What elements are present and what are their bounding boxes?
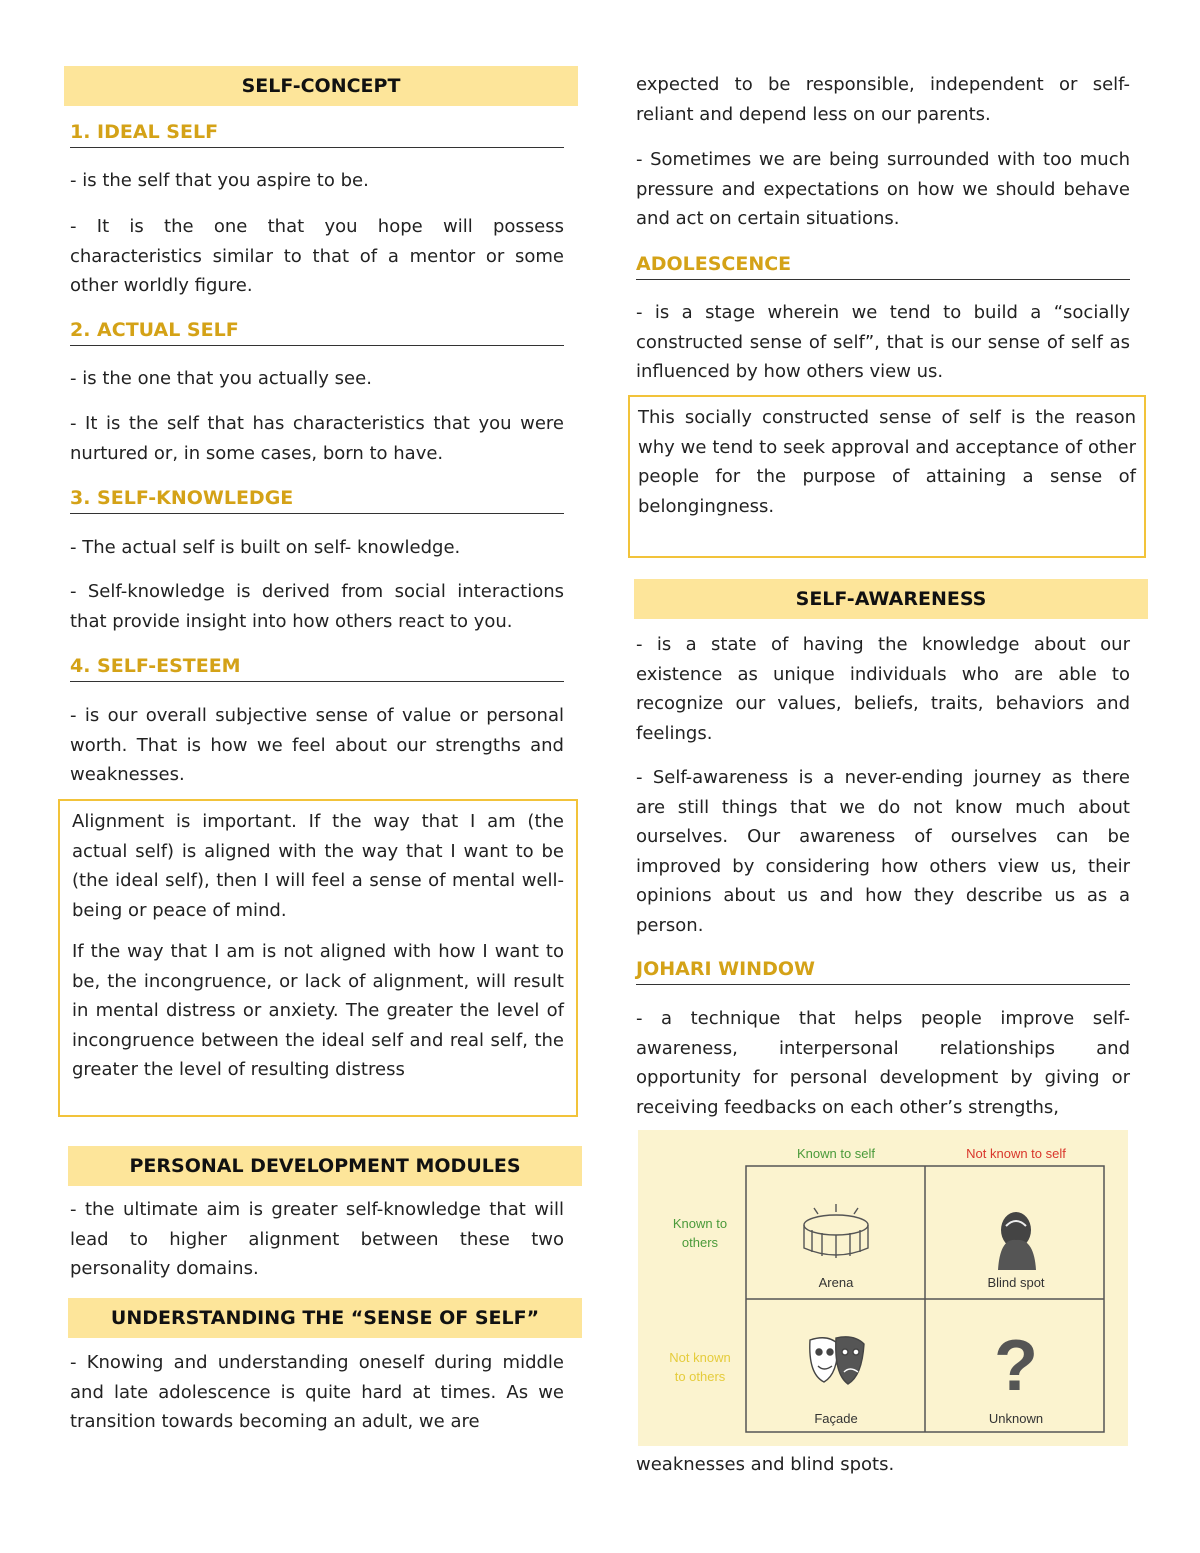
self-concept-banner: SELF-CONCEPT xyxy=(64,66,578,106)
johari-window-definition: - a technique that helps people improve self-awareness, interpersonal relationships and opportunity for personal development by giving or receiving feedbacks on each other’s strengths, xyxy=(636,1008,1130,1118)
alignment-callout-box xyxy=(58,799,578,1117)
self-awareness-journey: - Self-awareness is a never-ending journey as there are still things that we do not know much about ourselves. Our awareness of ourselves can be improved by considering how others view us, their opinions about us and how they describe us as a person. xyxy=(636,767,1130,936)
self-knowledge-definition: - The actual self is built on self- knowledge. xyxy=(70,537,461,558)
incongruence-paragraph: If the way that I am is not aligned with how I want to be, the incongruence, or lack of alignment, will result in mental distress or anxiety. The greater the level of incongruence between the ideal self and real self, the greater the level of resulting distress xyxy=(72,941,564,1080)
question-mark-icon: ? xyxy=(994,1326,1038,1406)
alignment-paragraph: Alignment is important. If the way that I am (the actual self) is aligned with the way that I want to be (the ideal self), then I will feel a sense of mental well-being or peace of mind. xyxy=(72,811,564,921)
row-not-known-to-others-line1: Not known xyxy=(669,1350,731,1365)
unknown-label: Unknown xyxy=(988,1411,1044,1426)
sense-of-self-banner: UNDERSTANDING THE “SENSE OF SELF” xyxy=(68,1298,582,1338)
row-known-to-others-line2: others xyxy=(681,1235,719,1250)
social-self-paragraph: This socially constructed sense of self is the reason why we tend to seek approval and acceptance of other people for the purpose of attaining a sense of belongingness. xyxy=(638,407,1136,517)
column-known-to-self: Known to self xyxy=(796,1146,876,1161)
self-awareness-banner: SELF-AWARENESS xyxy=(634,579,1148,619)
personal-development-modules-banner: PERSONAL DEVELOPMENT MODULES xyxy=(68,1146,582,1186)
social-self-callout-box xyxy=(628,395,1146,558)
row-known-to-others-line1: Known to xyxy=(672,1216,728,1231)
actual-self-definition: - is the one that you actually see. xyxy=(70,368,372,389)
adolescence-heading: ADOLESCENCE xyxy=(636,253,1130,280)
self-knowledge-heading: 3. SELF-KNOWLEDGE xyxy=(70,487,564,514)
self-awareness-definition: - is a state of having the knowledge about our existence as unique individuals who are able to recognize our values, beliefs, traits, behaviors and feelings. xyxy=(636,634,1130,744)
actual-self-description: - It is the self that has characteristics that you were nurtured or, in some cases, born to have. xyxy=(70,413,564,464)
facade-label: Façade xyxy=(814,1411,858,1426)
column-not-known-to-self: Not known to self xyxy=(966,1146,1066,1161)
self-knowledge-description: - Self-knowledge is derived from social interactions that provide insight into how others react to you. xyxy=(70,581,564,632)
self-esteem-heading: 4. SELF-ESTEEM xyxy=(70,655,564,682)
actual-self-heading: 2. ACTUAL SELF xyxy=(70,319,564,346)
ideal-self-definition: - is the self that you aspire to be. xyxy=(70,170,369,191)
johari-window-svg xyxy=(638,1130,1128,1446)
johari-window-heading: JOHARI WINDOW xyxy=(636,958,1130,985)
continued-paragraph: expected to be responsible, independent or self-reliant and depend less on our parents. xyxy=(636,74,1130,125)
sense-of-self-paragraph: - Knowing and understanding oneself during middle and late adolescence is quite hard at times. As we transition towards becoming an adult, we are xyxy=(70,1352,564,1432)
johari-window-continued: weaknesses and blind spots. xyxy=(636,1454,895,1475)
adolescence-definition: - is a stage wherein we tend to build a “socially constructed sense of self”, that is our sense of self as influenced by how others view us. xyxy=(636,302,1130,382)
pdm-aim-paragraph: - the ultimate aim is greater self-knowledge that will lead to higher alignment between these two personality domains. xyxy=(70,1199,564,1279)
johari-window-diagram xyxy=(638,1130,1128,1446)
pressure-paragraph: - Sometimes we are being surrounded with too much pressure and expectations on how we should behave and act on certain situations. xyxy=(636,149,1130,229)
ideal-self-description: - It is the one that you hope will possess characteristics similar to that of a mentor or some other worldly figure. xyxy=(70,216,564,296)
arena-label: Arena xyxy=(818,1275,854,1290)
blind-spot-label: Blind spot xyxy=(987,1275,1045,1290)
row-not-known-to-others-line2: to others xyxy=(674,1369,726,1384)
self-esteem-definition: - is our overall subjective sense of value or personal worth. That is how we feel about our strengths and weaknesses. xyxy=(70,705,564,785)
ideal-self-heading: 1. IDEAL SELF xyxy=(70,121,564,148)
